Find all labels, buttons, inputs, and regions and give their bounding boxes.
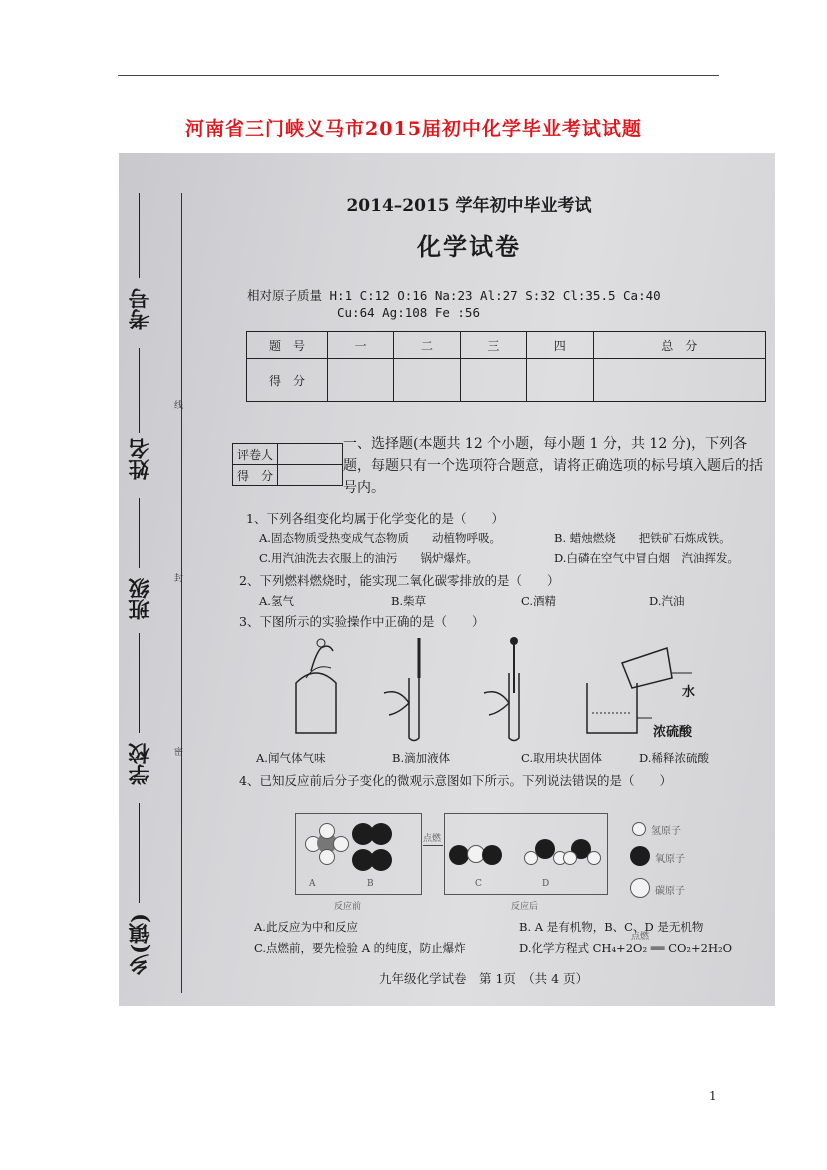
q4-stem: 4、已知反应前后分子变化的微观示意图如下所示。下列说法错误的是（ ） (239, 773, 672, 788)
legend-carbon-label: 碳原子 (655, 886, 685, 897)
atomic-mass-line1: 相对原子质量 H:1 C:12 O:16 Na:23 Al:27 S:32 Cl:35.5 Ca:40 (247, 288, 661, 303)
diagram-label-after: 反应后 (511, 902, 539, 912)
diagram-label-before: 反应前 (334, 902, 362, 912)
atom-hydrogen (319, 849, 335, 865)
section1-heading: 一、选择题(本题共 12 个小题，每小题 1 分，共 12 分)，下列各题，每题只有一个选项符合题意，请将正确选项的标号填入题后的括号内。 (343, 436, 763, 496)
legend-oxygen-atom (630, 846, 650, 866)
grader-blank[interactable] (278, 465, 343, 486)
score-blank-cell[interactable] (460, 359, 526, 402)
atom-oxygen (535, 839, 555, 859)
atom-oxygen (482, 845, 502, 865)
q1-option-d: D.白磷在空气中冒白烟 汽油挥发。 (554, 551, 739, 565)
q2-option-d: D.汽油 (649, 594, 685, 608)
q4-option-a: A.此反应为中和反应 (254, 920, 358, 934)
exam-photo (119, 153, 775, 1006)
field-line (139, 498, 140, 568)
q2-stem: 2、下列燃料燃烧时，能实现二氧化碳零排放的是（ ） (239, 573, 560, 588)
legend-oxygen-label: 氧原子 (655, 854, 685, 865)
q1-stem: 1、下列各组变化均属于化学变化的是（ ） (246, 511, 504, 526)
diagram-label-b: B (367, 879, 374, 889)
exam-subject: 化学试卷 (417, 232, 521, 261)
atomic-mass-line2: Cu:64 Ag:108 Fe :56 (337, 305, 480, 320)
binding-mark-feng: 封 (174, 574, 184, 584)
grader-score-label: 得 分 (233, 465, 278, 486)
lab-smell-gas-image (281, 633, 351, 743)
score-header-cell: 一 (328, 332, 394, 359)
q3-stem: 3、下图所示的实验操作中正确的是（ ） (239, 614, 485, 629)
diagram-label-a: A (309, 879, 316, 889)
atom-hydrogen (319, 823, 335, 839)
atom-hydrogen (333, 836, 349, 852)
lab-add-liquid-image (379, 633, 449, 743)
q2-option-a: A.氢气 (259, 594, 294, 608)
score-blank-cell[interactable] (527, 359, 593, 402)
exam-footer: 九年级化学试卷 第 1页 （共 4 页） (379, 971, 589, 986)
atom-oxygen (449, 845, 469, 865)
q3-option-d: D.稀释浓硫酸 (639, 751, 709, 765)
field-xingming: 姓名 (127, 438, 152, 480)
atom-oxygen (370, 849, 392, 871)
grader-table (232, 443, 343, 486)
q4-option-d: D.化学方程式 CH₄+2O₂ ══ CO₂+2H₂O (519, 941, 733, 955)
grader-label: 评卷人 (233, 444, 278, 465)
exam-header: 2014–2015 学年初中毕业考试 (346, 196, 592, 216)
atom-hydrogen (524, 851, 538, 865)
score-blank-cell[interactable] (328, 359, 394, 402)
q1-option-b: B. 蜡烛燃烧 把铁矿石炼成铁。 (554, 531, 731, 545)
binding-mark-mi: 密 (174, 748, 184, 758)
field-line (139, 348, 140, 433)
score-label-cell: 得 分 (247, 359, 328, 402)
field-line (139, 633, 140, 733)
q2-option-b: B.柴草 (391, 594, 427, 608)
score-header-cell: 二 (394, 332, 460, 359)
label-water: 水 (682, 685, 696, 700)
score-header-cell: 总 分 (593, 332, 766, 359)
score-header-cell: 四 (527, 332, 593, 359)
lab-solid-image (479, 633, 549, 743)
grader-blank[interactable] (278, 444, 343, 465)
legend-carbon-atom (630, 878, 650, 898)
score-blank-cell[interactable] (394, 359, 460, 402)
q4-option-c: C.点燃前，要先检验 A 的纯度，防止爆炸 (254, 941, 466, 955)
atom-hydrogen (587, 851, 601, 865)
q3-option-c: C.取用块状固体 (521, 751, 603, 765)
diagram-label-d: D (542, 879, 550, 889)
field-xuexiao: 学校 (127, 743, 152, 785)
score-table (246, 331, 766, 402)
q2-option-c: C.酒精 (521, 594, 557, 608)
score-blank-cell[interactable] (593, 359, 766, 402)
diagram-label-c: C (475, 879, 482, 889)
page-number: 1 (709, 1089, 717, 1103)
document-title: 河南省三门峡义马市2015届初中化学毕业考试试题 (185, 118, 642, 140)
equation-condition: 点燃 (631, 932, 650, 942)
q1-option-c: C.用汽油洗去衣服上的油污 锅炉爆炸。 (259, 551, 479, 565)
q4-option-b: B. A 是有机物，B、C、D 是无机物 (519, 920, 704, 934)
binding-mark-xian: 线 (174, 401, 184, 411)
legend-hydrogen-atom (632, 822, 646, 836)
field-xiangzhen: 乡(镇) (127, 913, 152, 975)
q1-option-a: A.固态物质受热变成气态物质 动植物呼吸。 (259, 531, 501, 545)
label-conc-acid: 浓硫酸 (653, 725, 693, 740)
atom-oxygen (370, 823, 392, 845)
legend-hydrogen-label: 氢原子 (651, 826, 681, 837)
top-rule (118, 75, 719, 76)
field-kaohao: 考号 (127, 288, 152, 330)
field-banji: 班级 (127, 578, 152, 620)
score-header-cell: 题 号 (247, 332, 328, 359)
score-header-cell: 三 (460, 332, 526, 359)
field-line (139, 803, 140, 903)
atom-hydrogen (563, 851, 577, 865)
diagram-label-ignite: 点燃 (423, 834, 442, 844)
field-line (139, 193, 140, 278)
q3-option-a: A.闻气体气味 (256, 751, 326, 765)
binding-line (181, 193, 182, 993)
q3-option-b: B.滴加液体 (392, 751, 451, 765)
reaction-arrow (423, 845, 443, 846)
